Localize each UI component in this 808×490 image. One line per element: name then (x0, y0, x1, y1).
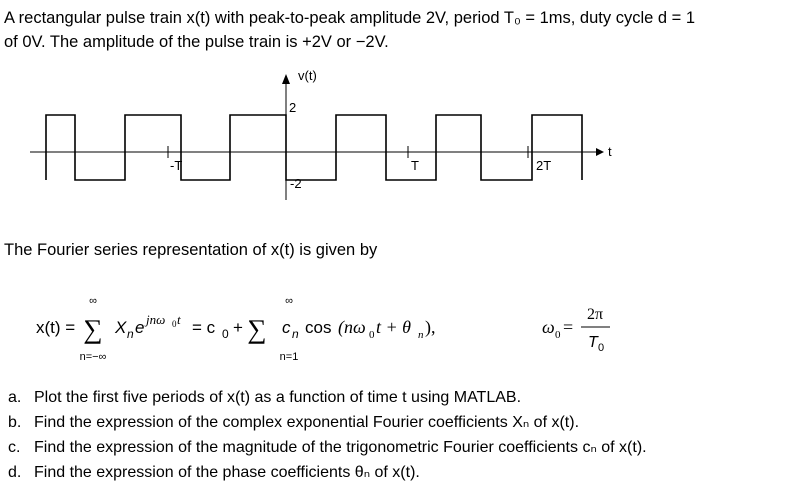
eq-lhs: x(t) = (36, 318, 76, 337)
omega-symbol: ω (542, 317, 555, 337)
term1-sub: n (127, 327, 134, 341)
term1-e: e (135, 318, 145, 337)
time-axis-arrow-icon (596, 148, 604, 156)
term2-arg: (nω (338, 317, 366, 337)
term1-X: X (115, 318, 127, 337)
question-b-label: b. (8, 414, 22, 431)
question-c-label: c. (8, 439, 21, 456)
term1-exponent: jnω (146, 312, 166, 327)
sum2-upper-limit: ∞ (285, 295, 293, 307)
question-c (8, 438, 647, 458)
sum2-sigma: ∑ (247, 314, 267, 344)
x-axis-label: t (608, 144, 612, 159)
sum1-sigma: ∑ (83, 314, 103, 344)
eq-plus: + (233, 318, 243, 337)
problem-intro-line-2: of 0V. The amplitude of the pulse train is +2V or −2V. (4, 33, 389, 51)
term2-c: c (282, 318, 291, 337)
question-b (8, 413, 579, 433)
level-low-label: -2 (290, 176, 302, 191)
eq2-c0-sub: 0 (222, 327, 229, 341)
y-axis-label: v(t) (298, 68, 317, 83)
term2-arg-rest: t + θ (376, 317, 411, 337)
tick-2T-label: 2T (536, 158, 552, 173)
question-a-label: a. (8, 389, 22, 406)
omega-sub: 0 (555, 329, 561, 341)
omega-denominator-sub: 0 (598, 342, 605, 354)
term2-arg-sub: 0 (369, 329, 375, 341)
tick-T-label: T (411, 158, 419, 173)
level-high-label: 2 (289, 100, 297, 115)
pulse-train-figure (0, 60, 620, 200)
question-d (8, 463, 420, 483)
omega-denominator: T (588, 334, 598, 351)
term2-c-sub: n (292, 327, 299, 341)
fourier-intro-text: The Fourier series representation of x(t) is given by (4, 241, 378, 259)
eq2-c0: = c (192, 318, 216, 337)
question-d-label: d. (8, 464, 22, 481)
question-a-text: Plot the first five periods of x(t) as a function of time t using MATLAB. (34, 389, 522, 406)
sum2-lower-limit: n=1 (279, 351, 299, 363)
voltage-axis-arrow-icon (282, 74, 290, 84)
omega-equals: = (563, 317, 574, 337)
question-c-text: Find the expression of the magnitude of the trigonometric Fourier coefficients cₙ of x(t). (34, 439, 647, 456)
term2-cos: cos (305, 318, 332, 337)
sum1-lower-limit: n=−∞ (79, 351, 107, 363)
term1-exponent-t: t (177, 312, 181, 327)
term1-exponent-sub: 0 (172, 319, 177, 329)
question-b-text: Find the expression of the complex exponential Fourier coefficients Xₙ of x(t). (34, 414, 580, 431)
question-a (8, 388, 521, 408)
fourier-series-equation (0, 285, 808, 375)
omega-numerator: 2π (586, 306, 604, 323)
problem-intro-line-1: A rectangular pulse train x(t) with peak-to-peak amplitude 2V, period T₀ = 1ms, duty cycle d = 1 (4, 9, 696, 27)
tick-neg-T-label: -T (170, 158, 183, 173)
question-d-text: Find the expression of the phase coefficients θₙ of x(t). (34, 464, 420, 481)
term2-close: ), (425, 317, 436, 337)
square-wave (46, 115, 582, 180)
term2-theta-sub: n (418, 329, 424, 341)
sum1-upper-limit: ∞ (89, 295, 97, 307)
